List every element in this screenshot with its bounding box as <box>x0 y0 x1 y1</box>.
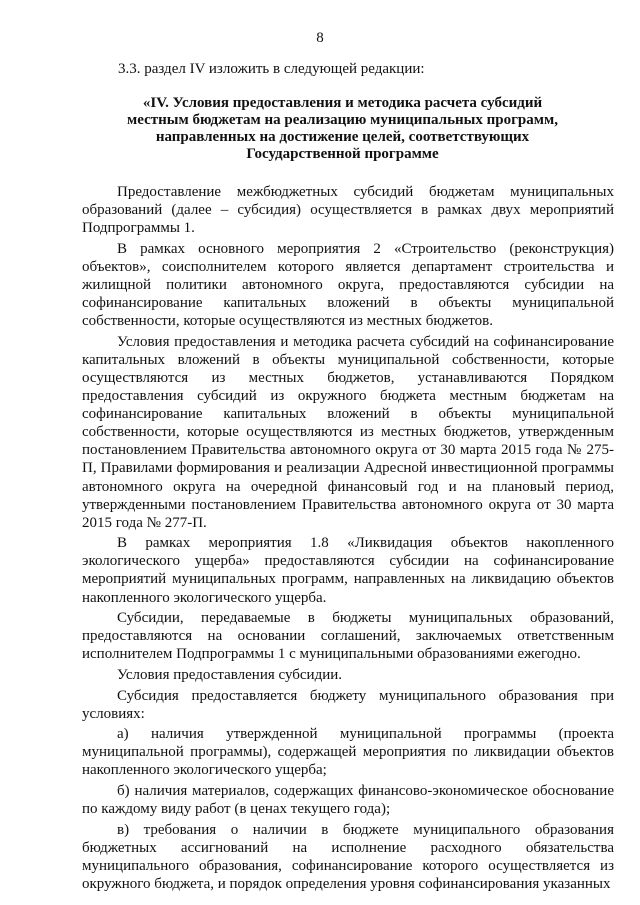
page-number: 8 <box>316 30 324 46</box>
section-title-line: Государственной программе <box>246 146 439 162</box>
paragraph-agreements: Субсидии, передаваемые в бюджеты муниципальных образований, предоставляются на основании соглашений, заключаемых ответственным исполнителем Подпрограммы 1 с муниципальными образованиями ежегодно. <box>82 610 614 663</box>
paragraph-main-activity-2: В рамках основного мероприятия 2 «Строительство (реконструкция) объектов», соисполнителем которого является департамент строительства и жилищной политики автономного округа, предоставляются субсидии на софинансирование капитальных вложений в объекты муниципальной собственности, которые осуществляются из местных бюджетов. <box>82 240 614 330</box>
paragraph-condition-b: б) наличия материалов, содержащих финансово-экономическое обоснование по каждому виду работ (в ценах текущего года); <box>82 783 614 818</box>
paragraph-conditions-intro: Субсидия предоставляется бюджету муниципального образования при условиях: <box>82 687 614 722</box>
paragraph-condition-a: а) наличия утвержденной муниципальной программы (проекта муниципальной программы), содержащей мероприятия по ликвидации объектов накопленного экологического ущерба; <box>82 726 614 779</box>
amendment-intro: 3.3. раздел IV изложить в следующей редакции: <box>118 61 425 77</box>
paragraph-subsidy-overview: Предоставление межбюджетных субсидий бюджетам муниципальных образований (далее – субсидия) осуществляется в рамках двух мероприятий Подпрограммы 1. <box>82 184 614 237</box>
section-title <box>105 95 580 163</box>
paragraph-condition-c: в) требования о наличии в бюджете муниципального образования бюджетных ассигнований на исполнение расходного обязательства муниципального образования, софинансирование которого осуществляется из окружного бюджета, и порядок определения уровня софинансирования указанных <box>82 821 614 892</box>
section-title-line: направленных на достижение целей, соответствующих <box>155 129 530 145</box>
paragraph-conditions-heading: Условия предоставления субсидии. <box>117 666 343 683</box>
paragraph-conditions-methodology: Условия предоставления и методика расчета субсидий на софинансирование капитальных вложений в объекты муниципальной собственности, которые осуществляются из местных бюджетов, устанавливаются Порядком предоставления субсидий из окружного бюджета местным бюджетам на софинансирование капитальных вложений в объекты муниципальной собственности, которые осуществляются из местных бюджетов, утвержденным постановлением Правительства автономного округа от 30 марта 2015 года № 275-П, Правилами формирования и реализации Адресной инвестиционной программы автономного округа на очередной финансовый год и на плановый период, утвержденными постановлением Правительства автономного округа от 30 марта 2015 года № 277-П. <box>82 333 614 531</box>
section-title-line: местным бюджетам на реализацию муниципальных программ, <box>127 112 558 128</box>
section-title-line: «IV. Условия предоставления и методика расчета субсидий <box>142 95 543 111</box>
paragraph-activity-1-8: В рамках мероприятия 1.8 «Ликвидация объектов накопленного экологического ущерба» предоставляются субсидии на софинансирование мероприятий муниципальных программ, направленных на ликвидацию объектов накопленного экологического ущерба. <box>82 535 614 606</box>
section-body <box>82 183 614 893</box>
